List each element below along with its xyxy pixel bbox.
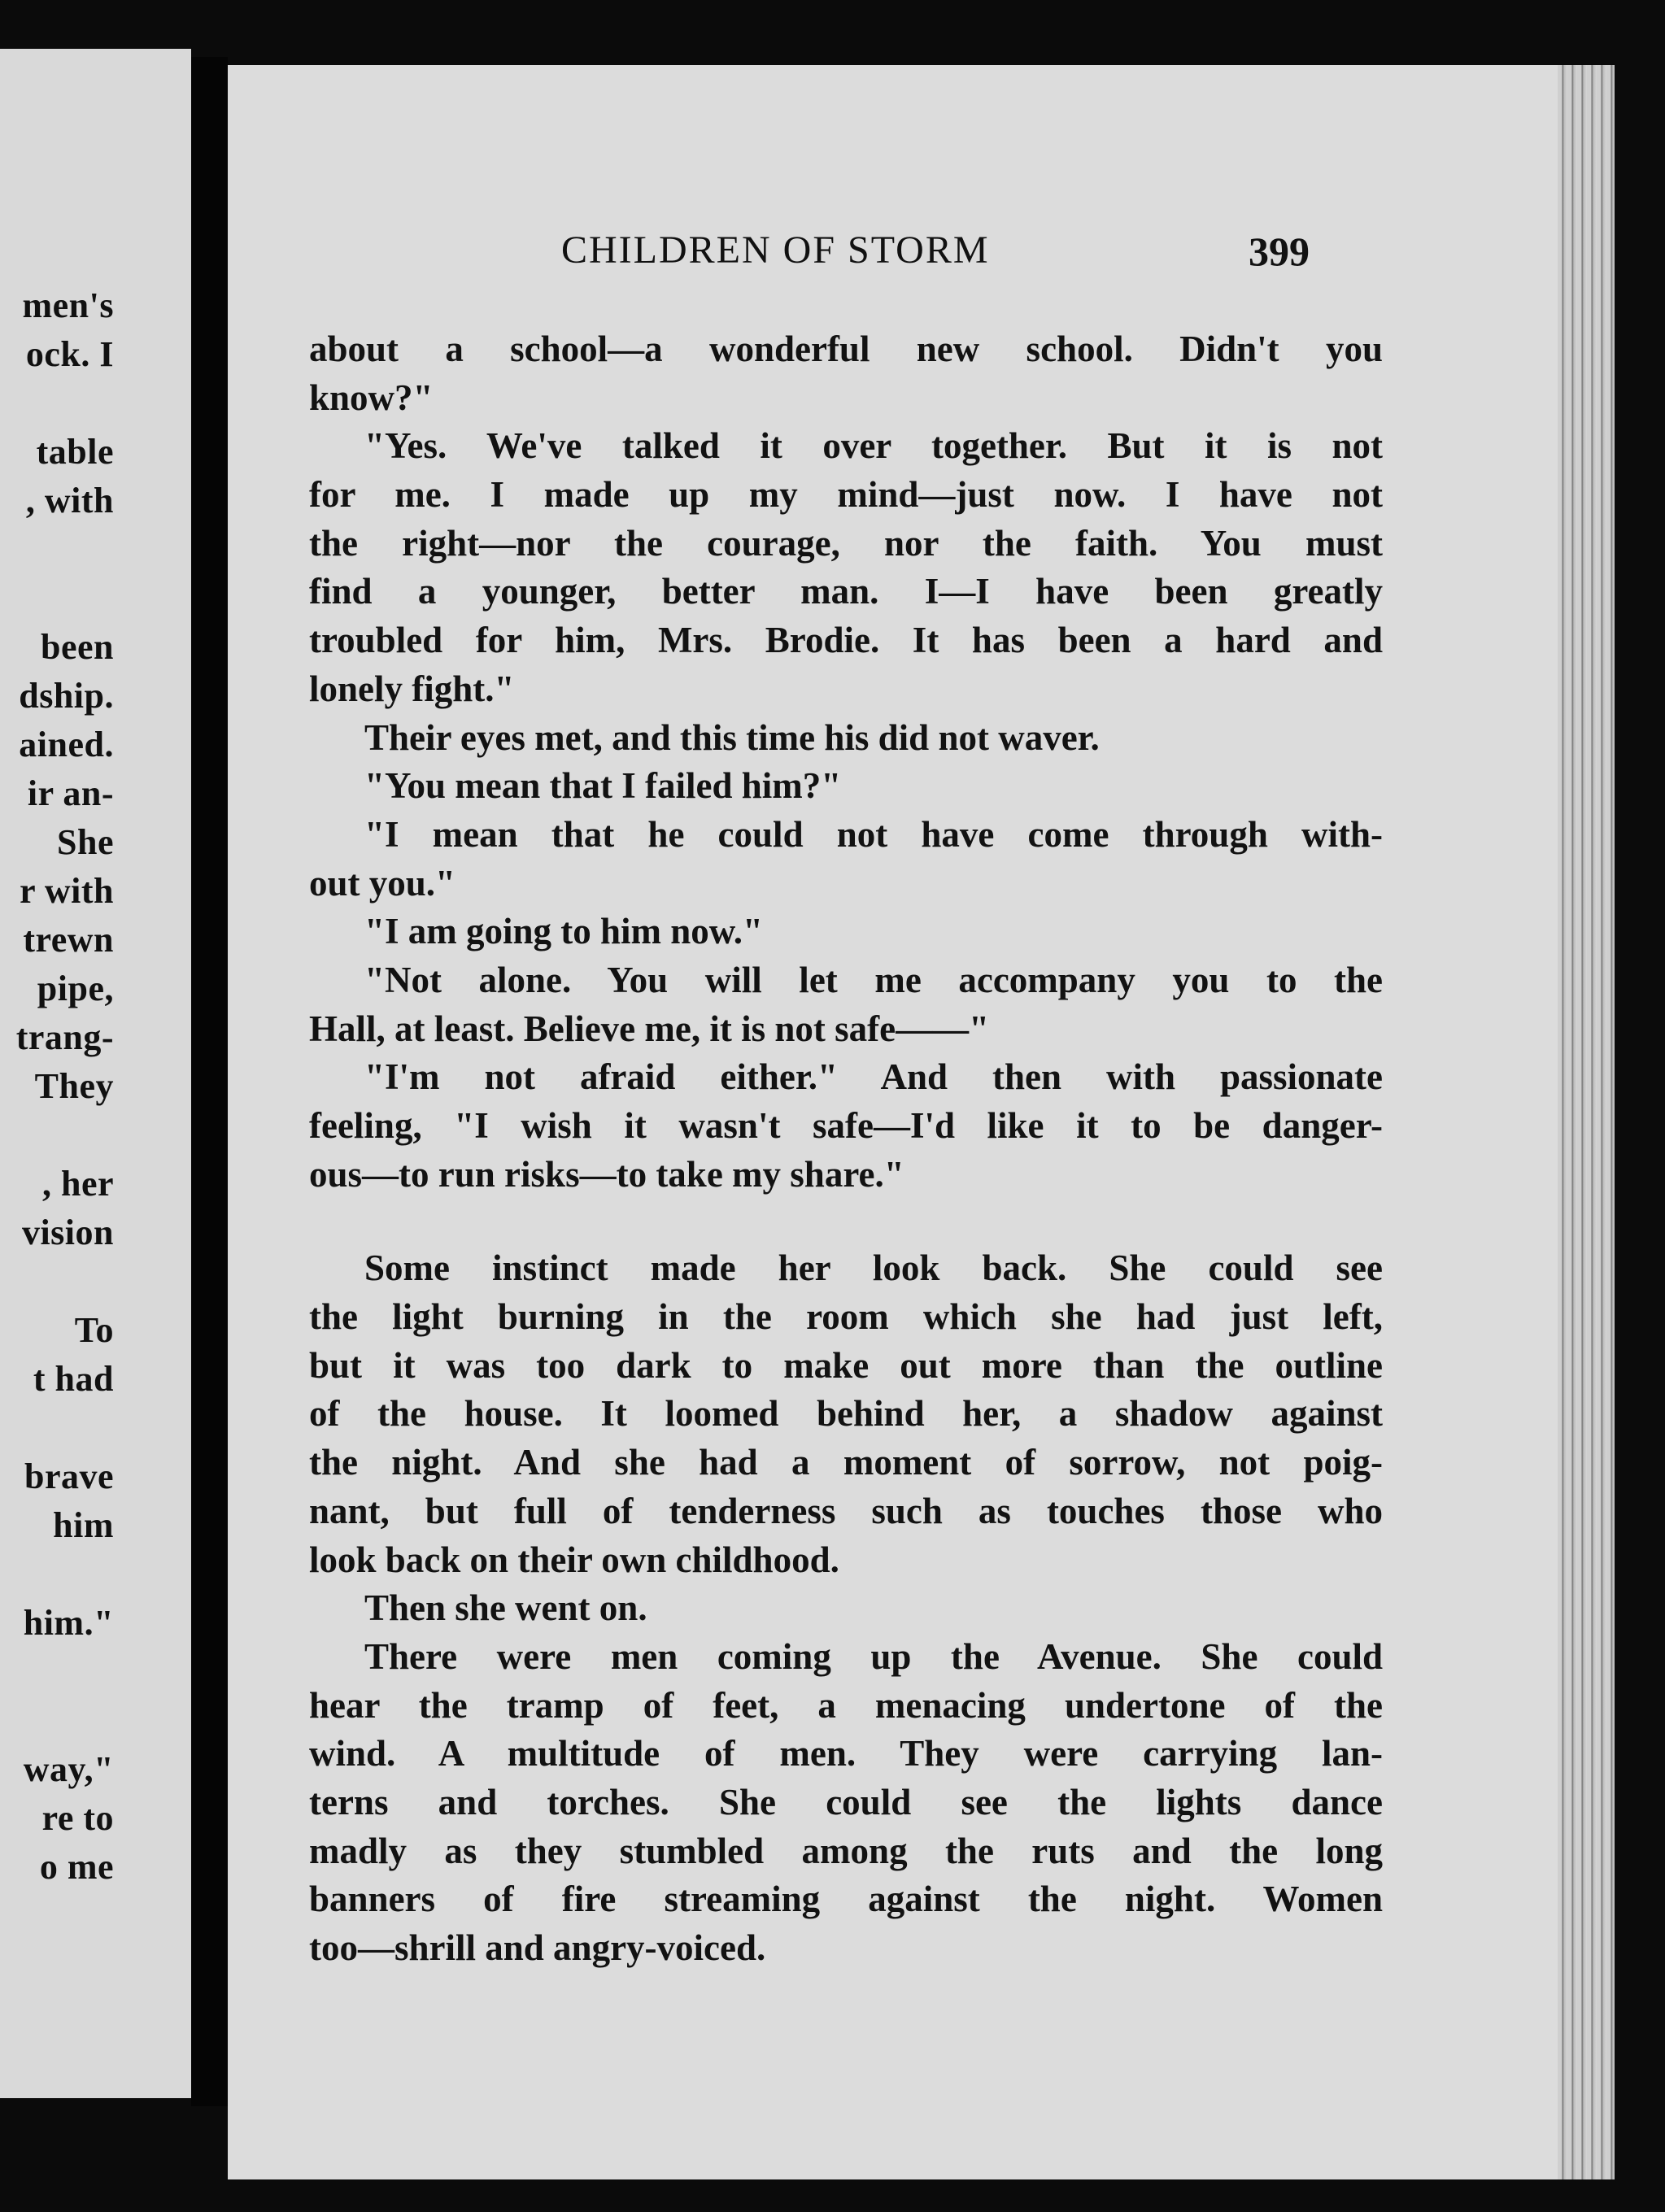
text-line: troubled for him, Mrs. Brodie. It has been a hard and	[309, 620, 1383, 661]
left-line-22: re to	[41, 1798, 114, 1838]
text-line: feeling, "I wish it wasn't safe—I'd like it to be danger-	[309, 1105, 1383, 1146]
book-page	[228, 65, 1615, 2179]
left-line-9: r with	[20, 871, 114, 911]
text-line: Some instinct made her look back. She could see	[364, 1248, 1383, 1289]
text-line: of the house. It loomed behind her, a shadow against	[309, 1393, 1383, 1435]
left-line-21: way,"	[23, 1749, 114, 1789]
section-break	[309, 1199, 1383, 1244]
left-line-20: him."	[23, 1603, 114, 1643]
text-line: the light burning in the room which she had just left,	[309, 1296, 1383, 1338]
text-line: lonely fight."	[309, 668, 515, 709]
text-line: out you."	[309, 862, 456, 904]
left-line-18: brave	[24, 1457, 114, 1496]
book-gutter	[191, 57, 228, 2106]
text-line: look back on their own childhood.	[309, 1539, 839, 1580]
page-edges	[1558, 65, 1615, 2179]
text-line: madly as they stumbled among the ruts and the long	[309, 1830, 1383, 1871]
page-body	[309, 325, 1383, 1973]
left-line-23: o me	[39, 1847, 114, 1887]
left-line-16: To	[74, 1310, 114, 1350]
text-line: for me. I made up my mind—just now. I have not	[309, 474, 1383, 516]
text-line: the night. And she had a moment of sorrow, not poig-	[309, 1442, 1383, 1483]
page-number: 399	[1249, 229, 1310, 274]
left-line-3: , with	[25, 481, 114, 520]
text-line: hear the tramp of feet, a menacing undertone of the	[309, 1684, 1383, 1726]
left-line-6: ained.	[19, 725, 114, 764]
left-line-2: table	[36, 432, 114, 472]
left-line-0: men's	[22, 285, 114, 325]
left-line-11: pipe,	[37, 969, 114, 1008]
text-line: Their eyes met, and this time his did not waver.	[364, 716, 1100, 758]
text-line: Hall, at least. Believe me, it is not safe——"	[309, 1008, 990, 1049]
text-line: too—shrill and angry-voiced.	[309, 1927, 766, 1968]
text-line: banners of fire streaming against the night. Women	[309, 1879, 1383, 1920]
left-line-19: him	[53, 1505, 114, 1545]
text-line: "Yes. We've talked it over together. But it is not	[364, 425, 1383, 467]
text-line: "I'm not afraid either." And then with passionate	[364, 1056, 1383, 1098]
text-line: ous—to run risks—to take my share."	[309, 1153, 904, 1195]
text-line: "You mean that I failed him?"	[364, 765, 842, 807]
left-line-15: vision	[21, 1213, 114, 1252]
running-title: CHILDREN OF STORM	[561, 229, 990, 272]
text-line: terns and torches. She could see the lights dance	[309, 1781, 1383, 1822]
text-line: There were men coming up the Avenue. She could	[364, 1635, 1383, 1677]
text-line: wind. A multitude of men. They were carrying lan-	[309, 1733, 1383, 1774]
left-line-14: , her	[41, 1164, 114, 1204]
left-line-8: She	[57, 822, 114, 862]
left-line-7: ir an-	[27, 773, 114, 813]
text-line: find a younger, better man. I—I have been greatly	[309, 571, 1383, 612]
facing-page-fragment	[0, 49, 191, 2098]
text-line: "I mean that he could not have come through with-	[364, 813, 1383, 855]
text-line: but it was too dark to make out more than the outline	[309, 1344, 1383, 1386]
text-line: about a school—a wonderful new school. Didn't you	[309, 329, 1383, 369]
left-line-5: dship.	[19, 676, 114, 716]
text-line: the right—nor the courage, nor the faith. You must	[309, 522, 1383, 564]
left-line-10: trewn	[23, 920, 114, 960]
text-line: nant, but full of tenderness such as touches those who	[309, 1490, 1383, 1531]
text-line: "I am going to him now."	[364, 911, 764, 952]
text-line: know?"	[309, 377, 434, 418]
left-line-1: ock. I	[25, 334, 114, 374]
left-line-17: t had	[33, 1359, 114, 1399]
text-line: "Not alone. You will let me accompany you to the	[364, 959, 1383, 1000]
left-line-13: They	[34, 1066, 114, 1106]
left-line-4: been	[41, 627, 114, 667]
left-line-12: trang-	[15, 1017, 114, 1057]
text-line: Then she went on.	[364, 1587, 647, 1629]
